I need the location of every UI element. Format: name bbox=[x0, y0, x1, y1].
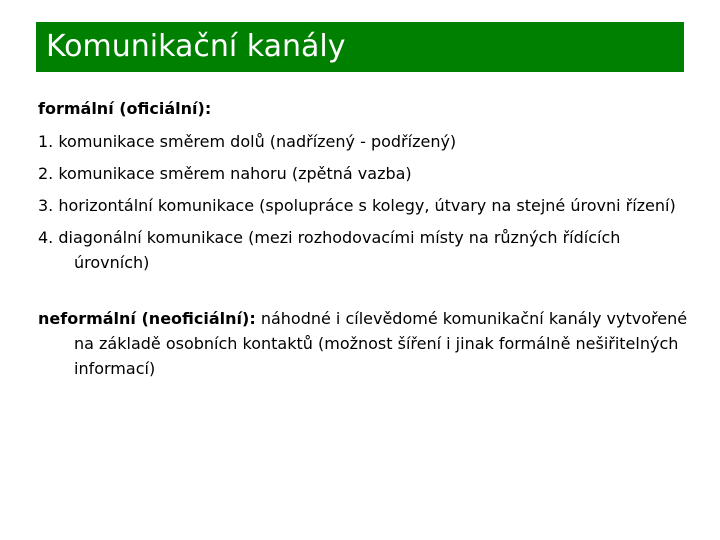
formal-heading: formální (oficiální): bbox=[38, 99, 212, 118]
formal-item-4: 4. diagonální komunikace (mezi rozhodovacími místy na různých řídících úrovních) bbox=[38, 228, 621, 272]
formal-item-3: 3. horizontální komunikace (spolupráce s kolegy, útvary na stejné úrovni řízení) bbox=[38, 196, 676, 215]
informal-heading: neformální (neoficiální): bbox=[38, 309, 256, 328]
title-bar bbox=[36, 22, 684, 72]
section-spacer bbox=[38, 282, 688, 306]
formal-item-1: 1. komunikace směrem dolů (nadřízený - podřízený) bbox=[38, 132, 457, 151]
informal-paragraph bbox=[38, 306, 688, 381]
formal-item-2: 2. komunikace směrem nahoru (zpětná vazba) bbox=[38, 164, 412, 183]
informal-text: náhodné i cílevědomé komunikační kanály vytvořené na základě osobních kontaktů (možnost šíření i jinak formálně nešiřitelných informací) bbox=[74, 309, 688, 378]
slide-title: Komunikační kanály bbox=[46, 29, 346, 64]
slide-content bbox=[38, 96, 688, 388]
